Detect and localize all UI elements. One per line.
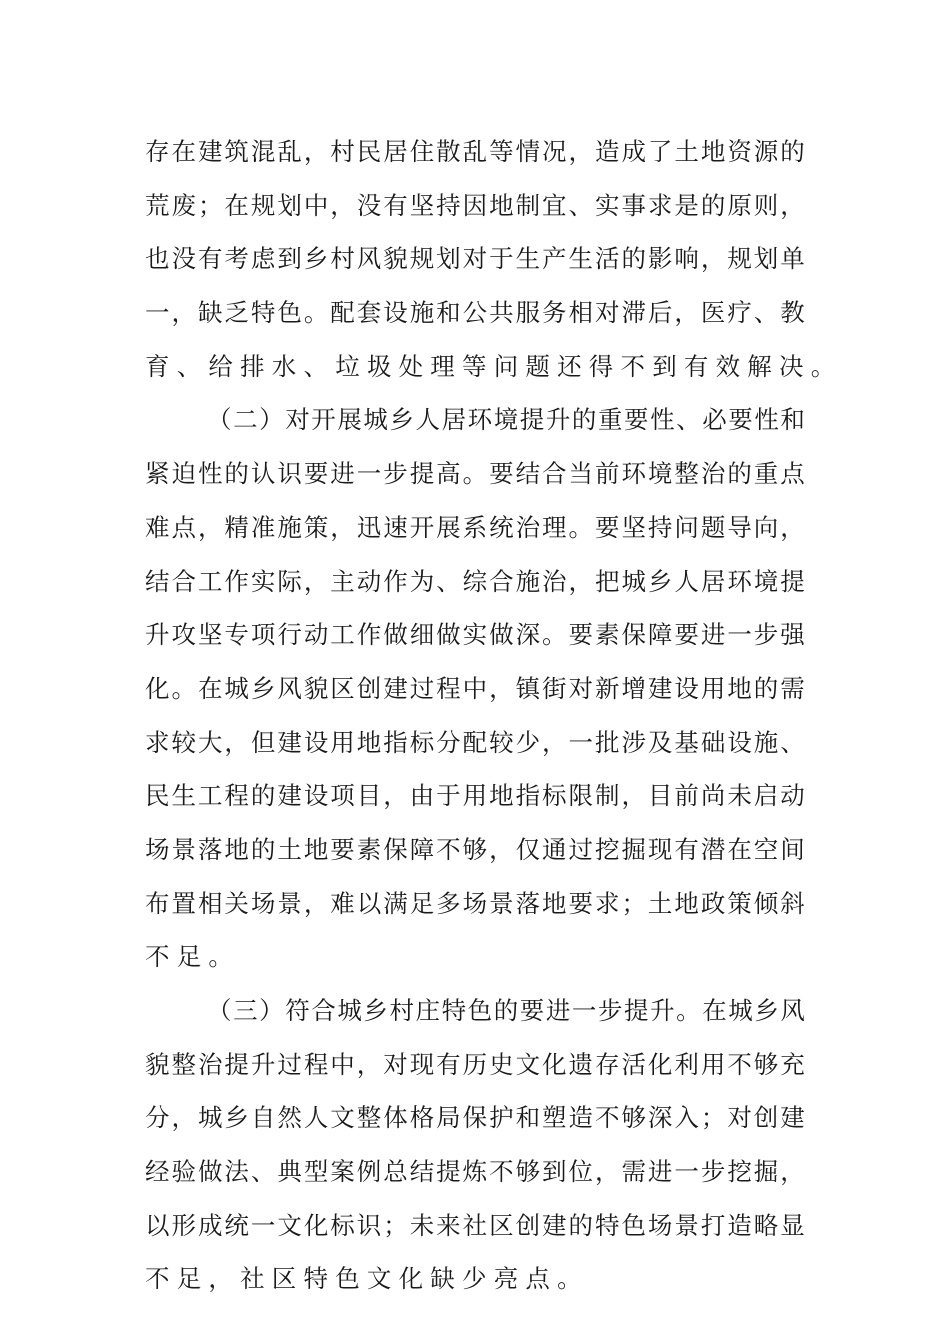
text-line: 升 攻 坚 专 项 行 动 工 作 做 细 做 实 做 深 。 要 素 保 障 要 进 一 步 强 [145, 620, 805, 650]
text-line: 一 ， 缺 乏 特 色 。 配 套 设 施 和 公 共 服 务 相 对 滞 后 ， 医 疗 、 教 [145, 298, 805, 328]
text-line: 结 合 工 作 实 际 ， 主 动 作 为 、 综 合 施 治 ， 把 城 乡 人 居 环 境 提 [145, 566, 805, 596]
paragraph-p3 [145, 984, 805, 1306]
text-line: 经 验 做 法 、 典 型 案 例 总 结 提 炼 不 够 到 位 ， 需 进 一 步 挖 掘 ， [145, 1157, 805, 1187]
text-line: 荒 废 ； 在 规 划 中 ， 没 有 坚 持 因 地 制 宜 、 实 事 求 是 的 原 则 ， [145, 190, 805, 220]
text-line: 布 置 相 关 场 景 ， 难 以 满 足 多 场 景 落 地 要 求 ； 土 地 政 策 倾 斜 [145, 888, 805, 918]
text-line: 民 生 工 程 的 建 设 项 目 ， 由 于 用 地 指 标 限 制 ， 目 前 尚 未 启 动 [145, 781, 805, 811]
text-line: 难 点 ， 精 准 施 策 ， 迅 速 开 展 系 统 治 理 。 要 坚 持 问 题 导 向 ， [145, 512, 805, 542]
text-line: 分 ， 城 乡 自 然 人 文 整 体 格 局 保 护 和 塑 造 不 够 深 入 ； 对 创 建 [145, 1103, 805, 1133]
text-line: （ 二 ） 对 开 展 城 乡 人 居 环 境 提 升 的 重 要 性 、 必 要 性 和 [207, 405, 805, 435]
text-line: 也 没 有 考 虑 到 乡 村 风 貌 规 划 对 于 生 产 生 活 的 影 响 ， 规 划 单 [145, 244, 805, 274]
text-line: 育、给排水、垃圾处理等问题还得不到有效解决。 [145, 351, 843, 381]
text-line: 貌 整 治 提 升 过 程 中 ， 对 现 有 历 史 文 化 遗 存 活 化 利 用 不 够 充 [145, 1049, 805, 1079]
paragraph-p2 [145, 393, 805, 984]
text-line: 化 。 在 城 乡 风 貌 区 创 建 过 程 中 ， 镇 街 对 新 增 建 设 用 地 的 需 [145, 673, 805, 703]
text-line: 求 较 大 ， 但 建 设 用 地 指 标 分 配 较 少 ， 一 批 涉 及 基 础 设 施 、 [145, 727, 805, 757]
text-line: 存 在 建 筑 混 乱 ， 村 民 居 住 散 乱 等 情 况 ， 造 成 了 土 地 资 源 的 [145, 137, 805, 166]
text-line: 场 景 落 地 的 土 地 要 素 保 障 不 够 ， 仅 通 过 挖 掘 现 有 潜 在 空 间 [145, 834, 805, 864]
text-line: 不足，社区特色文化缺少亮点。 [145, 1264, 589, 1294]
text-line: 以 形 成 统 一 文 化 标 识 ； 未 来 社 区 创 建 的 特 色 场 景 打 造 略 显 [145, 1210, 805, 1240]
text-line: （ 三 ） 符 合 城 乡 村 庄 特 色 的 要 进 一 步 提 升 。 在 城 乡 风 [207, 996, 805, 1025]
paragraph-p1 [145, 125, 843, 393]
body-text [145, 125, 843, 1306]
text-line: 不足。 [145, 942, 241, 972]
text-line: 紧 迫 性 的 认 识 要 进 一 步 提 高 。 要 结 合 当 前 环 境 整 治 的 重 点 [145, 459, 805, 489]
